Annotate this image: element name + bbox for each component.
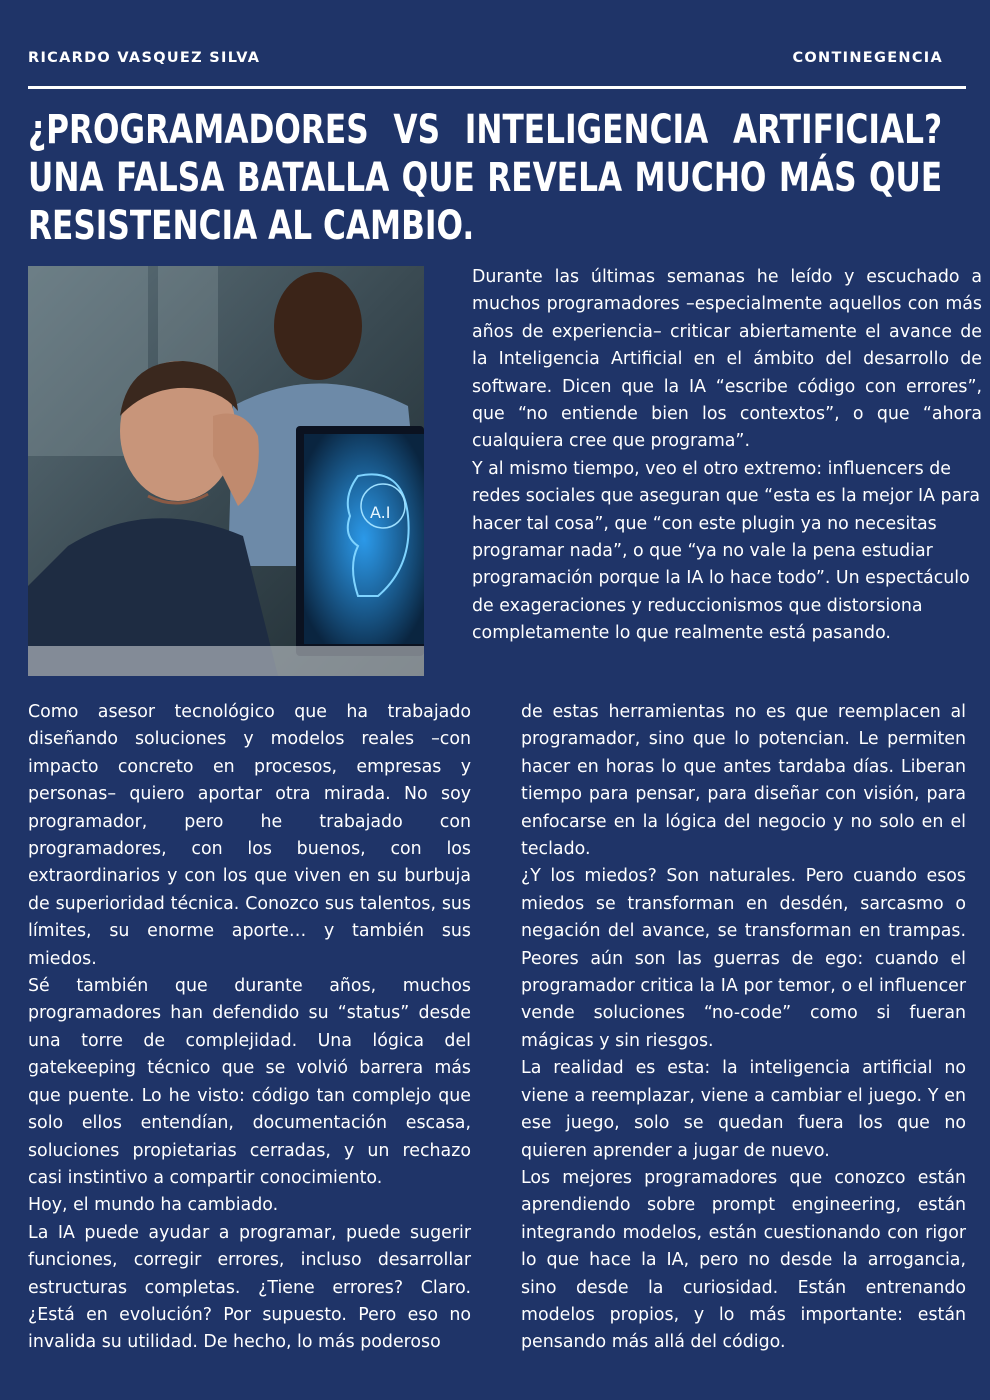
monitor-ai-text: A.I — [370, 503, 391, 522]
section-name: CONTINEGENCIA — [792, 50, 943, 66]
page-header — [28, 50, 943, 66]
article-title: ¿PROGRAMADORES VS INTELIGENCIA ARTIFICIAL? UNA FALSA BATALLA QUE REVELA MUCHO MÁS QUE RESISTENCIA AL CAMBIO. — [28, 107, 943, 249]
article-photo — [28, 266, 424, 676]
right-paragraph-1: de estas herramientas no es que reemplacen al programador, sino que lo potencian. Le permiten hacer en horas lo que antes tardaba días. Liberan tiempo para pensar, para diseñar con visión, para enfocarse en la lógica del negocio y no solo en el teclado. — [521, 702, 966, 860]
intro-paragraph-1: Durante las últimas semanas he leído y escuchado a muchos programadores –especialmente aquellos con más años de experiencia– criticar abiertamente el avance de la Inteligencia Artificial en el ámbito del desarrollo de software. Dicen que la IA “escribe código con errores”, que “no entiende bien los contextos”, o que “ahora cualquiera cree que programa”. — [472, 267, 982, 452]
right-paragraph-2: ¿Y los miedos? Son naturales. Pero cuando esos miedos se transforman en desdén, sarcasmo o negación del avance, se transforman en trampas. Peores aún son las guerras de ego: cuando el programador critica la IA por temor, o el influencer vende soluciones “no-code” como si fueran mágicas y sin riesgos. — [521, 866, 966, 1051]
right-paragraph-3: La realidad es esta: la inteligencia artificial no viene a reemplazar, viene a cambiar el juego. Y en ese juego, solo se quedan fuera los que no quieren aprender a jugar de nuevo. — [521, 1058, 966, 1161]
right-paragraph-4: Los mejores programadores que conozco están aprendiendo sobre prompt engineering, están integrando modelos, están cuestionando con rigor lo que hace la IA, pero no desde la arrogancia, sino desde la curiosidad. Están entrenando modelos propios, y lo más importante: están pensando más allá del código. — [521, 1167, 966, 1353]
intro-paragraph-2: Y al mismo tiempo, veo el otro extremo: influencers de redes sociales que aseguran que “esta es la mejor IA para hacer tal cosa”, que “con este plugin ya no necesitas programar nada”, o que “ya no vale la pena estudiar programación porque la IA lo hace todo”. Un espectáculo de exageraciones y reduccionismos que distorsiona completamente lo que realmente está pasando. — [472, 458, 980, 644]
left-paragraph-4: La IA puede ayudar a programar, puede sugerir funciones, corregir errores, incluso desarrollar estructuras completas. ¿Tiene errores? Claro. ¿Está en evolución? Por supuesto. Pero eso no invalida su utilidad. De hecho, lo más poderoso — [28, 1222, 471, 1353]
left-paragraph-1: Como asesor tecnológico que ha trabajado diseñando soluciones y modelos reales –con impacto concreto en procesos, empresas y personas– quiero aportar otra mirada. No soy programador, pero he trabajado con programadores, con los buenos, con los extraordinarios y con los que viven en su burbuja de superioridad técnica. Conozco sus talentos, sus límites, su enorme aporte… y también sus miedos. — [28, 702, 471, 969]
author-name: RICARDO VASQUEZ SILVA — [28, 50, 261, 66]
left-paragraph-3: Hoy, el mundo ha cambiado. — [28, 1195, 279, 1216]
right-column — [521, 699, 966, 1357]
photo-illustration — [28, 266, 424, 676]
left-column — [28, 699, 471, 1357]
intro-text — [472, 264, 982, 648]
header-divider — [28, 86, 966, 89]
left-paragraph-2: Sé también que durante años, muchos programadores han defendido su “status” desde una torre de complejidad. Una lógica del gatekeeping técnico que se volvió barrera más que puente. Lo he visto: código tan complejo que solo ellos entendían, documentación escasa, soluciones propietarias cerradas, y un rechazo casi instintivo a compartir conocimiento. — [28, 976, 471, 1188]
